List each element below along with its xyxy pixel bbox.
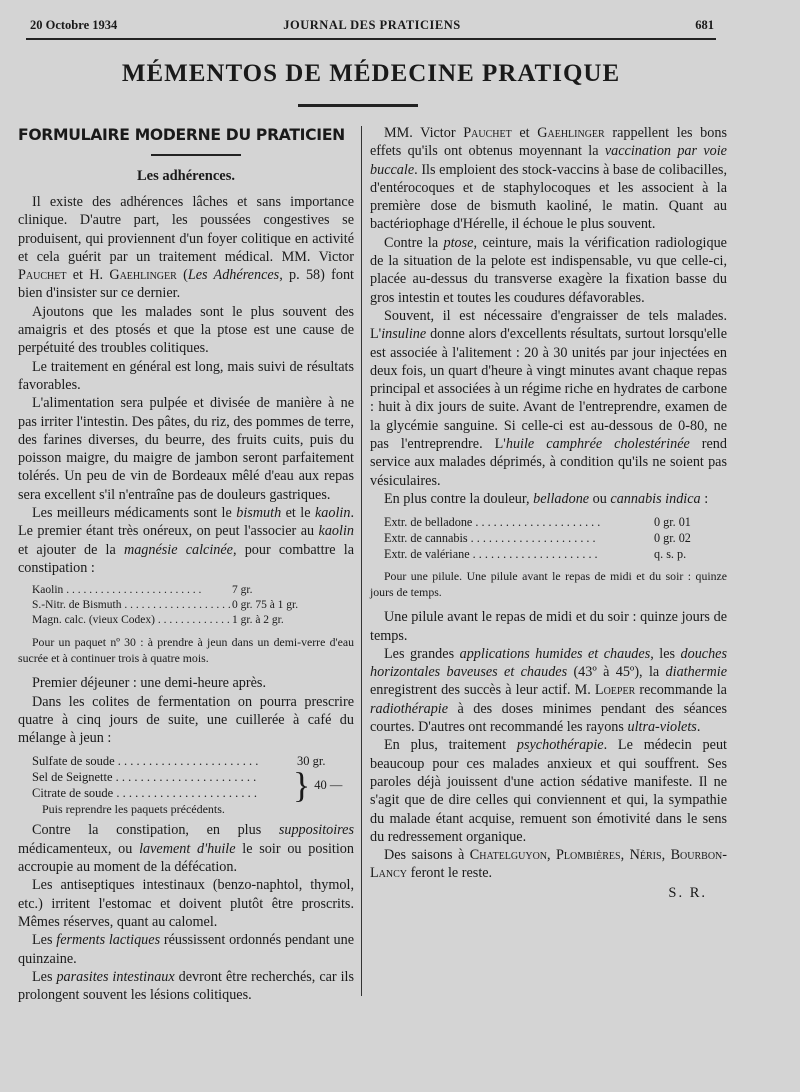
paragraph-psychotherapy: En plus, traitement psychothérapie. Le médecin peut beaucoup pour ces malades anxieux et qui souffrent. Ses paroles déjà jouissent d'une action sédative manifeste. Il ne s'agit que de dire celles qui conviennent et qui, la sympathie du malade étant acquise, remuent son émotivité dans le sens du redressement organique. xyxy=(370,737,727,845)
prescription-line: Sulfate de soude . . . 30 gr. xyxy=(32,753,354,769)
paragraph-pilule: Une pilule avant le repas de midi et du soir : quinze jours de temps. xyxy=(370,609,727,644)
paragraph-vaccination: MM. Victor Pauchet et Gaehlinger rappellent les bons effets qu'ils ont obtenus moyennant la vaccination par voie buccale. Ils emploient des stock-vaccins à base de colibacilles, d'entérocoques et de staphylocoques et les associent à la première dose de bismuth kaoliné, le matin. Quant au bactériophage d'Hérelle, il échoue le plus souvent. xyxy=(370,125,727,233)
paragraph-treatment: Le traitement en général est long, mais suivi de résultats favorables. xyxy=(18,358,354,393)
prescription-line: Extr. de cannabis . . . 0 gr. 02 xyxy=(384,530,727,546)
prescription-1 xyxy=(32,583,354,628)
prescription-note: Pour un paquet nº 30 : à prendre à jeun dans un demi-verre d'eau sucrée et à continuer trois à quatre mois. xyxy=(18,635,354,666)
column-rule xyxy=(361,126,362,996)
paragraph-fermentation: Dans les colites de fermentation on pourra prescrire quatre à cinq jours de suite, une cuillerée à café du mélange à jeun : xyxy=(18,693,354,747)
paragraph-antiseptics: Les antiseptiques intestinaux (benzo-naphtol, thymol, etc.) irritent l'estomac et doivent plutôt être proscrits. Mêmes réserves, quant au calomel. xyxy=(18,877,354,930)
paragraph-spa: Des saisons à Chatelguyon, Plombières, Néris, Bourbon-Lancy feront le reste. xyxy=(370,847,728,882)
paragraph-patients: Ajoutons que les malades sont le plus souvent des amaigris et des ptosés et que la ptose est une cause de perpétuité des troubles colitiques. xyxy=(18,303,354,357)
paragraph-diet: L'alimentation sera pulpée et divisée de manière à ne pas irriter l'intestin. Des pâtes, du riz, des pommes de terre, des farines diverses, du beurre, des fruits cuits, puis du poisson maigre, du maigre de jambon seront parfaitement tolérés. Un peu de vin de Bordeaux mêlé d'eau aux repas sera excellent s'il n'entraîne pas de douleurs gastriques. xyxy=(18,395,354,503)
page-title: MÉMENTOS DE MÉDECINE PRATIQUE xyxy=(121,60,621,87)
prescription-line: Extr. de belladone . . . 0 gr. 01 xyxy=(384,514,727,530)
paragraph-ptose: Contre la ptose, ceinture, mais la vérification radiologique de la situation de la pelote est indispensable, vu que celle-ci, placée au-dessus du transverse exagère la fixation basse du gros intestin et toutes les coudures défavorables. xyxy=(370,234,727,306)
page-number: 681 xyxy=(695,18,714,32)
issue-date: 20 Octobre 1934 xyxy=(30,18,118,32)
paragraph-pain: En plus contre la douleur, belladone ou cannabis indica : xyxy=(384,490,709,507)
paragraph-breakfast: Premier déjeuner : une demi-heure après. xyxy=(32,675,266,692)
article-subtitle: Les adhérences. xyxy=(136,168,235,184)
brace-glyph: } xyxy=(293,765,311,806)
prescription-2 xyxy=(32,753,354,817)
journal-name: JOURNAL DES PRATICIENS xyxy=(283,18,461,32)
author-signature: S. R. xyxy=(668,884,707,901)
prescription-note: Pour une pilule. Une pilule avant le repas de midi et du soir : quinze jours de temps. xyxy=(370,569,727,600)
prescription-line: Kaolin . . . 7 gr. xyxy=(32,583,354,598)
section-title: FORMULAIRE MODERNE DU PRATICIEN xyxy=(18,126,345,144)
paragraph-ferments: Les ferments lactiques réussissent ordonnés pendant une quinzaine. xyxy=(18,932,354,967)
right-column xyxy=(370,124,727,902)
paragraph-insuline: Souvent, il est nécessaire d'engraisser de tels malades. L'insuline donne alors d'excellents résultats, surtout lorsqu'elle est associée à l'alitement : 20 à 30 unités par jour injectées en deux fois, un quart d'heure à vingt minutes avant chaque repas principal et associées à un régime riche en hydrates de carbone : huit à dix jours de suite. Avant de l'entreprendre, examen de la glycémie sanguine. Si celle-ci est au-dessous de 0-80, ne pas l'entreprendre. L'huile camphrée cholestérinée rend service aux malades déprimés, à condition qu'ils ne soient pas vésiculaires. xyxy=(370,307,727,489)
paragraph-parasites: Les parasites intestinaux devront être recherchés, car ils prolongent souvent les lésions colitiques. xyxy=(18,968,354,1004)
prescription-group: Sel de Seignette . . . Citrate de soude . . . } 40 — xyxy=(32,769,354,801)
running-head xyxy=(30,18,714,38)
paragraph-intro: Il existe des adhérences lâches et sans importance clinique. D'autre part, les poussées congestives se produisent, qui proviennent d'un foyer colitique en activité et cela guérit par un traitement médical. MM. Victor Pauchet et H. Gaehlinger (Les Adhérences, p. 58) font bien d'insister sur ce dernier. xyxy=(18,194,354,302)
prescription-3 xyxy=(384,514,727,562)
section-rule xyxy=(151,154,241,156)
prescription-line: Extr. de valériane . . . q. s. p. xyxy=(384,546,727,562)
left-column xyxy=(18,126,354,1004)
paragraph-physical: Les grandes applications humides et chaudes, les douches horizontales baveuses et chaudes (43º à 45º), la diathermie enregistrent des succès à leur actif. M. Loeper recommande la radiothérapie à des doses minimes pendant des séances courtes. D'autres ont recommandé les rayons ultra-violets. xyxy=(370,645,727,736)
prescription-line: S.-Nitr. de Bismuth . . . 0 gr. 75 à 1 gr. xyxy=(32,598,354,613)
title-rule xyxy=(298,104,418,107)
prescription-after: Puis reprendre les paquets précédents. xyxy=(42,802,225,817)
header-rule xyxy=(26,38,716,40)
paragraph-medications: Les meilleurs médicaments sont le bismuth et le kaolin. Le premier étant très onéreux, on peut l'associer au kaolin et ajouter de la magnésie calcinée, pour combattre la constipation : xyxy=(18,505,354,576)
prescription-line: Magn. calc. (vieux Codex) . . . 1 gr. à 2 gr. xyxy=(32,613,354,628)
paragraph-constipation: Contre la constipation, en plus suppositoires médicamenteux, ou lavement d'huile le soir ou position accroupie au moment de la défécation. xyxy=(18,822,354,876)
